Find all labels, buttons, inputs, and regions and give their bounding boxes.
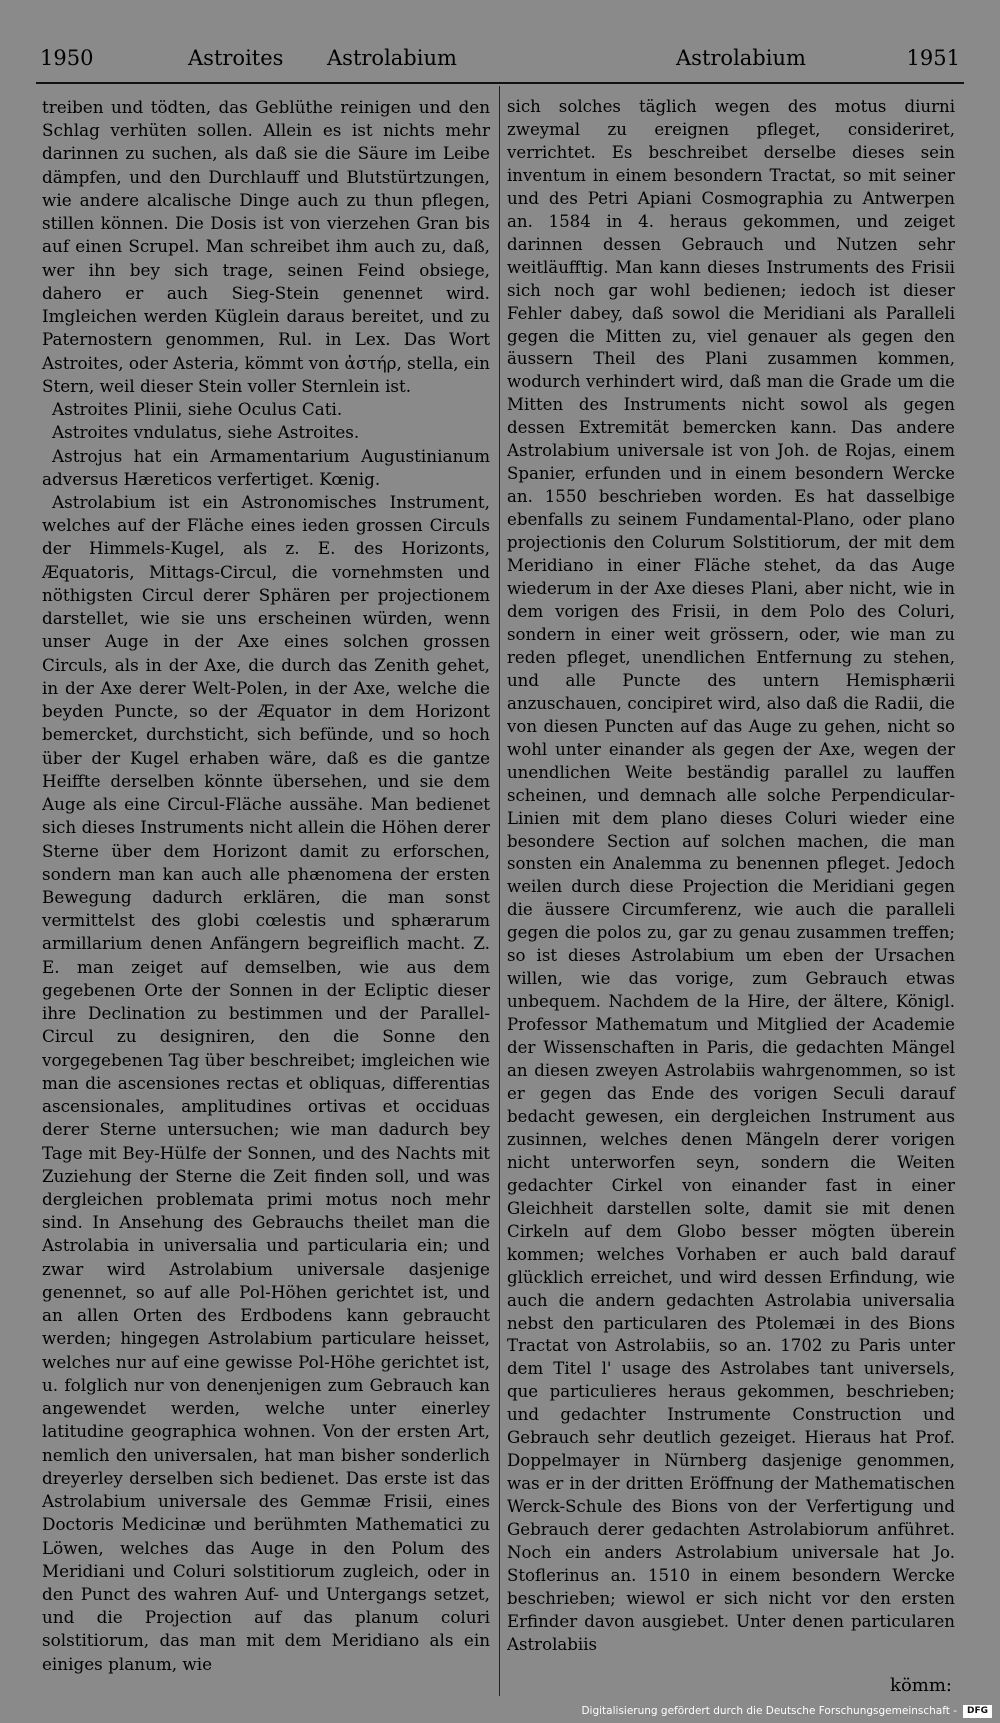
header-rule	[36, 82, 964, 84]
right-column	[507, 96, 955, 1657]
running-header	[40, 46, 960, 80]
footer-credit	[581, 1703, 992, 1719]
header-keyword-astrolabium-left: Astrolabium	[327, 46, 457, 70]
dfg-logo: DFG	[963, 1705, 992, 1718]
column-divider	[499, 86, 500, 1696]
header-keyword-astroites: Astroites	[188, 46, 284, 70]
paragraph-astroites-cont: treiben und tödten, das Geblüthe reinigen und den Schlag verhüten sollen. Allein es ist nichts mehr darinnen zu suchen, als daß sie die Säure im Leibe dämpfen, und den Durchlauff und Blutstürtzungen, wie andere alcalische Dinge auch zu thun pflegen, stillen können. Die Dosis ist von vierzehen Gran bis auf einen Scrupel. Man schreibet ihm auch zu, daß, wer ihn bey sich trage, seinen Feind obsiege, dahero er auch Sieg-Stein genennet wird. Imgleichen werden Küglein daraus bereitet, und zu Paternostern genommen, Rul. in Lex. Das Wort Astroites, oder Asteria, kömmt von ἀστήρ, stella, ein Stern, weil dieser Stein voller Sternlein ist.	[42, 97, 490, 396]
paragraph-astrojus: Astrojus hat ein Armamentarium Augustinianum adversus Hæreticos verfertiget. Kœnig.	[42, 445, 490, 489]
paragraph-astrolabium-cont: sich solches täglich wegen des motus diurni zweymal zu ereignen pfleget, consideriret, verrichtet. Es beschreibet derselbe dieses sein inventum in einem besondern Tractat, so mit seiner und des Petri Apiani Cosmographia zu Antwerpen an. 1584 in 4. heraus gekommen, und zeiget darinnen dessen Gebrauch und Nutzen sehr weitläufftig. Man kann dieses Instruments des Frisii sich noch gar wohl bedienen; iedoch ist dieser Fehler dabey, daß sowol die Meridiani als Paralleli gegen die Mitten zu, viel genauer als gegen den äussern Theil des Plani zusammen kommen, wodurch verhindert wird, daß man die Grade um die Mitten des Instruments nicht sowol als gegen dessen Extremität bemercken kann. Das andere Astrolabium universale ist von Joh. de Rojas, einem Spanier, erfunden und in einem besondern Wercke an. 1550 beschrieben worden. Es hat dasselbige ebenfalls zu seinem Fundamental-Plano, oder plano projectionis den Colurum Solstitiorum, der mit dem Meridiano in einer Fläche stehet, da das Auge wiederum in der Axe dieses Plani, aber nicht, wie in dem vorigen des Frisii, in dem Polo des Coluri, sondern in einer weit grössern, oder, wie man zu reden pfleget, unendlichen Entfernung zu stehen, und alle Puncte des untern Hemisphærii anzuschauen, concipiret wird, also daß die Radii, die von diesen Puncten auf das Auge zu gehen, nicht so wohl unter einander als gegen der Axe, wegen der unendlichen Weite beständig parallel zu lauffen scheinen, und demnach alle solche Perpendicular-Linien mit dem plano dieses Coluri wieder eine besondere Section auf solchen machen, die man sonsten ein Analemma zu benennen pfleget. Jedoch weilen durch diese Projection die Meridiani gegen die äussere Circumferenz, wie auch die paralleli gegen die polos zu, gar zu genau zusammen treffen; so ist dieses Astrolabium um eben der Ursachen willen, wie das vorige, zum Gebrauch etwas unbequem. Nachdem de la Hire, der ältere, Königl. Professor Mathematum und Mitglied der Academie der Wissenschaften in Paris, die gedachten Mängel an diesen zweyen Astrolabiis wahrgenommen, so ist er gegen das Ende des vorigen Seculi darauf bedacht gewesen, ein dergleichen Instrument aus zusinnen, welches denen Mängeln derer vorigen nicht unterworfen seyn, sondern die Weiten gedachter Cirkel von einander fast in einer Gleichheit darstellen solte, damit sie mit denen Cirkeln auf dem Globo besser mögten überein kommen; welches Vorhaben er auch bald darauf glücklich erreichet, und wird dessen Erfindung, wie auch die andern gedachten Astrolabia universalia nebst den particularen des Ptolemæi in des Bions Tractat von Astrolabiis, so an. 1702 zu Paris unter dem Titel l' usage des Astrolabes tant universels, que particulieres heraus gekommen, beschrieben; und gedachter Instrumente Construction und Gebrauch sehr deutlich gezeiget. Hieraus hat Prof. Doppelmayer in Nürnberg dasjenige genommen, was er in der dritten Eröffnung der Mathematischen Werck-Schule des Bions von der Verfertigung und Gebrauch derer gedachten Astrolabiorum anführet. Noch ein anders Astrolabium universale hat Jo. Stoflerinus an. 1510 in einem besondern Wercke beschrieben; wiewol er sich nicht vor den ersten Erfinder davon ausgiebet. Unter denen particularen Astrolabiis	[507, 97, 955, 1654]
paragraph-astroites-vndulatus: Astroites vndulatus, siehe Astroites.	[52, 422, 360, 443]
footer-text: Digitalisierung gefördert durch die Deutsche Forschungsgemeinschaft -	[581, 1705, 957, 1717]
paragraph-astrolabium: Astrolabium ist ein Astronomisches Instrument, welches auf der Fläche eines ieden grossen Circuls der Himmels-Kugel, als z. E. des Horizonts, Æquatoris, Mittags-Circul, die vornehmsten und nöthigsten Circul derer Sphären per projectionem darstellet, wie sie uns erscheinen würden, wenn unser Auge in der Axe eines solchen grossen Circuls, als in der Axe, die durch das Zenith gehet, in der Axe derer Welt-Polen, in der Axe, welche die beyden Puncte, so der Æquator in dem Horizont bemercket, durchsticht, sich befünde, und so hoch über der Kugel erhaben wäre, daß es die gantze Heiffte derselben könnte übersehen, und sie dem Auge als eine Circul-Fläche aussähe. Man bedienet sich dieses Instruments nicht allein die Höhen derer Sterne über dem Horizont damit zu erforschen, sondern man kan auch alle phænomena der ersten Bewegung dadurch erklären, die man sonst vermittelst des globi cœlestis und sphærarum armillarium denen Anfängern begreiflich macht. Z. E. man zeiget auf demselben, wie aus dem gegebenen Orte der Sonnen in der Ecliptic dieser ihre Declination zu bestimmen und der Parallel-Circul zu designiren, den die Sonne den vorgegebenen Tag über beschreibet; imgleichen wie man die ascensiones rectas et obliquas, differentias ascensionales, amplitudines ortivas et occiduas derer Sterne untersuchen; wie man dadurch bey Tage mit Bey-Hülfe der Sonnen, und des Nachts mit Zuziehung der Sterne die Zeit finden soll, und was dergleichen problemata primi motus noch mehr sind. In Ansehung des Gebrauchs theilet man die Astrolabia in universalia und particularia ein; und zwar wird Astrolabium universale dasjenige genennet, so auf alle Pol-Höhen gerichtet ist, und an allen Orten des Erdbodens kann gebraucht werden; hingegen Astrolabium particulare heisset, welches nur auf eine gewisse Pol-Höhe gerichtet ist, u. folglich nur von denenjenigen zum Gebrauch kan angewendet werden, welche unter einerley latitudine geographica wohnen. Von der ersten Art, nemlich den universalen, hat man bisher sonderlich dreyerley derselben sich bedienet. Das erste ist das Astrolabium universale des Gemmæ Frisii, eines Doctoris Medicinæ und berühmten Mathematici zu Löwen, welches das Auge in den Polum des Meridiani und Coluri solstitiorum zugleich, oder in den Punct des wahren Auf- und Untergangs setzet, und die Projection auf das planum coluri solstitiorum, das man mit dem Meridiano als ein einiges planum, wie	[42, 491, 490, 1674]
paragraph-astroites-plinii: Astroites Plinii, siehe Oculus Cati.	[52, 399, 343, 420]
page-number-left: 1950	[40, 46, 94, 70]
left-column	[42, 96, 490, 1676]
catchword: kömm:	[890, 1675, 952, 1696]
header-keyword-astrolabium-right: Astrolabium	[676, 46, 806, 70]
page-number-right: 1951	[906, 46, 960, 70]
